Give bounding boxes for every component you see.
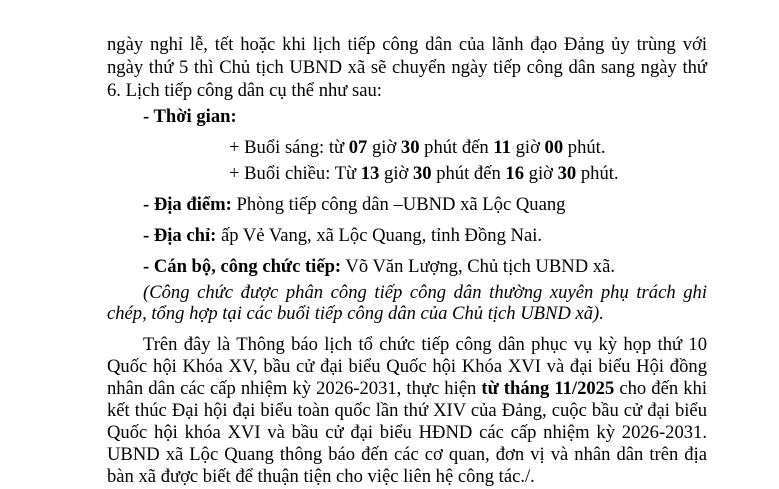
morning-text-4: phút. <box>563 137 606 158</box>
afternoon-text-1: giờ <box>379 163 413 184</box>
note-line-2: chép, tổng hợp tại các buổi tiếp công dân của Chủ tịch UBND xã). <box>107 303 604 324</box>
officer-value: Võ Văn Lượng, Chủ tịch UBND xã. <box>341 256 615 277</box>
morning-schedule <box>229 137 606 159</box>
afternoon-start-hour: 13 <box>360 163 380 184</box>
closing-line-2: Quốc hội Khóa XV, bầu cử đại biểu Quốc hội Khóa XVI và đại biểu Hội đồng <box>107 356 707 377</box>
morning-text-3: giờ <box>510 137 545 158</box>
closing-line-1: Trên đây là Thông báo lịch tổ chức tiếp công dân phục vụ kỳ họp thứ 10 <box>143 334 707 355</box>
morning-end-minute: 00 <box>544 137 564 158</box>
officer-row <box>143 256 615 278</box>
intro-line-3: 6. Lịch tiếp công dân cụ thể như sau: <box>107 80 382 101</box>
afternoon-text-3: giờ <box>524 163 558 184</box>
intro-line-2: ngày thứ 5 thì Chủ tịch UBND xã sẽ chuyển ngày tiếp công dân sang ngày thứ <box>107 57 707 78</box>
afternoon-text-2: phút đến <box>431 163 506 184</box>
location-row <box>143 194 565 216</box>
afternoon-text-4: phút. <box>576 163 619 184</box>
address-label: - Địa chỉ: <box>143 225 217 246</box>
officer-label: - Cán bộ, công chức tiếp: <box>143 256 342 277</box>
address-value: ấp Vẻ Vang, xã Lộc Quang, tỉnh Đồng Nai. <box>216 225 543 246</box>
afternoon-end-minute: 30 <box>557 163 577 184</box>
closing-line-6: UBND xã Lộc Quang thông báo đến các cơ quan, đơn vị và nhân dân trên địa <box>107 444 707 465</box>
morning-text-1: giờ <box>367 137 401 158</box>
time-label: - Thời gian: <box>143 106 237 127</box>
closing-line-4: kết thúc Đại hội đại biểu toàn quốc lần thứ XIV của Đảng, cuộc bầu cử đại biểu <box>107 400 707 421</box>
morning-start-hour: 07 <box>348 137 368 158</box>
afternoon-prefix: + Buổi chiều: Từ <box>229 163 361 184</box>
closing-line-3-c: cho đến khi <box>614 378 707 399</box>
note-line-1: (Công chức được phân công tiếp công dân thường xuyên phụ trách ghi <box>143 282 707 303</box>
morning-end-hour: 11 <box>493 137 511 158</box>
location-label: - Địa điểm: <box>143 194 232 215</box>
address-row <box>143 225 542 247</box>
afternoon-schedule <box>229 163 619 185</box>
morning-start-minute: 30 <box>400 137 420 158</box>
closing-line-5: Quốc hội khóa XVI và bầu cử đại biểu HĐND các cấp nhiệm kỳ 2026-2031. <box>107 422 707 443</box>
location-value: Phòng tiếp công dân –UBND xã Lộc Quang <box>231 194 566 215</box>
morning-text-2: phút đến <box>419 137 494 158</box>
afternoon-start-minute: 30 <box>412 163 432 184</box>
closing-line-3 <box>107 378 707 400</box>
closing-date-range: từ tháng 11/2025 <box>481 378 615 399</box>
afternoon-end-hour: 16 <box>505 163 525 184</box>
closing-line-3-a: nhân dân các cấp nhiệm kỳ 2026-2031, thực hiện <box>107 378 482 399</box>
morning-prefix: + Buổi sáng: từ <box>229 137 349 158</box>
closing-line-7: bàn xã được biết để thuận tiện cho việc liên hệ công tác./. <box>107 466 535 487</box>
intro-line-1: ngày nghỉ lễ, tết hoặc khi lịch tiếp công dân của lãnh đạo Đảng ủy trùng với <box>107 34 707 55</box>
